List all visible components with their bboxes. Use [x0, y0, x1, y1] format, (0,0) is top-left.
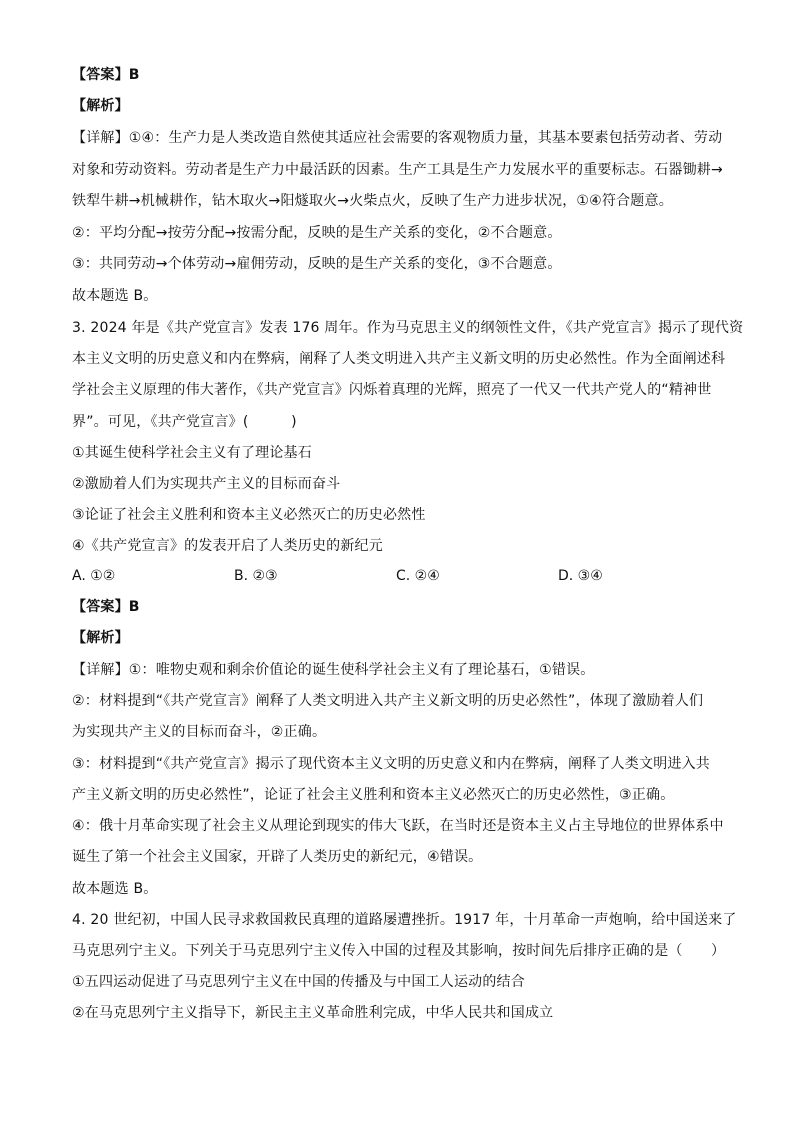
q3-detail-line: ②：材料提到“《共产党宣言》阐释了人类文明进入共产主义新文明的历史必然性”，体现了激励着人们	[72, 693, 704, 709]
q2-answer: 【答案】B	[72, 67, 140, 83]
q3-statement: ①其诞生使科学社会主义有了理论基石	[72, 445, 312, 461]
q3-conclusion: 故本题选 B。	[72, 881, 158, 897]
q3-statement: ④《共产党宣言》的发表开启了人类历史的新纪元	[72, 538, 383, 554]
q3-answer: 【答案】B	[72, 599, 140, 615]
q2-detail-line: 【详解】①④：生产力是人类改造自然使其适应社会需要的客观物质力量，其基本要素包括劳动者、劳动	[72, 130, 723, 146]
q2-detail-line: 对象和劳动资料。劳动者是生产力中最活跃的因素。生产工具是生产力发展水平的重要标志。石器锄耕→	[72, 162, 723, 178]
q3-detail-line: 产主义新文明的历史必然性”，论证了社会主义胜利和资本主义必然灭亡的历史必然性，③正确。	[72, 787, 675, 803]
q3-option-d: D. ③④	[558, 568, 603, 584]
q4-statement: ①五四运动促进了马克思列宁主义在中国的传播及与中国工人运动的结合	[72, 974, 525, 990]
q2-conclusion: 故本题选 B。	[72, 288, 158, 304]
q3-option-c: C. ②④	[396, 568, 440, 584]
q4-stem-line: 4. 20 世纪初，中国人民寻求救国救民真理的道路屡遭挫折。1917 年，十月革命一声炮响，给中国送来了	[72, 912, 737, 928]
q2-detail-line: ③：共同劳动→个体劳动→雇佣劳动，反映的是生产关系的变化，③不合题意。	[72, 256, 562, 272]
q3-detail-line: ④：俄十月革命实现了社会主义从理论到现实的伟大飞跃，在当时还是资本主义占主导地位的世界体系中	[72, 818, 724, 834]
q2-detail-line: 铁犁牛耕→机械耕作，钻木取火→阳燧取火→火柴点火，反映了生产力进步状况，①④符合题意。	[72, 193, 673, 209]
q3-option-a: A. ①②	[72, 568, 116, 584]
q3-detail-line: 为实现共产主义的目标而奋斗，②正确。	[72, 724, 327, 740]
q4-statement: ②在马克思列宁主义指导下，新民主主义革命胜利完成，中华人民共和国成立	[72, 1005, 554, 1021]
q2-detail-line: ②：平均分配→按劳分配→按需分配，反映的是生产关系的变化，②不合题意。	[72, 225, 562, 241]
q2-analysis-heading: 【解析】	[72, 98, 129, 114]
q3-statement: ③论证了社会主义胜利和资本主义必然灭亡的历史必然性	[72, 507, 426, 523]
q3-stem-line: 界”。可见，《共产党宣言》( )	[72, 414, 297, 430]
q4-stem-line: 马克思列宁主义。下列关于马克思列宁主义传入中国的过程及其影响，按时间先后排序正确的是（ ）	[72, 943, 726, 959]
q3-stem-line: 学社会主义原理的伟大著作，《共产党宣言》闪烁着真理的光辉，照亮了一代又一代共产党人的“精神世	[72, 382, 712, 398]
q3-stem-line: 3. 2024 年是《共产党宣言》发表 176 周年。作为马克思主义的纲领性文件，《共产党宣言》揭示了现代资	[72, 320, 744, 336]
q3-option-b: B. ②③	[234, 568, 278, 584]
q3-statement: ②激励着人们为实现共产主义的目标而奋斗	[72, 476, 341, 492]
q3-detail-line: ③：材料提到“《共产党宣言》揭示了现代资本主义文明的历史意义和内在弊病，阐释了人类文明进入共	[72, 756, 711, 772]
q3-detail-line: 【详解】①：唯物史观和剩余价值论的诞生使科学社会主义有了理论基石，①错误。	[72, 662, 595, 678]
q3-analysis-heading: 【解析】	[72, 630, 129, 646]
q3-stem-line: 本主义文明的历史意义和内在弊病，阐释了人类文明进入共产主义新文明的历史必然性。作为全面阐述科	[72, 351, 726, 367]
q3-detail-line: 诞生了第一个社会主义国家，开辟了人类历史的新纪元，④错误。	[72, 849, 483, 865]
